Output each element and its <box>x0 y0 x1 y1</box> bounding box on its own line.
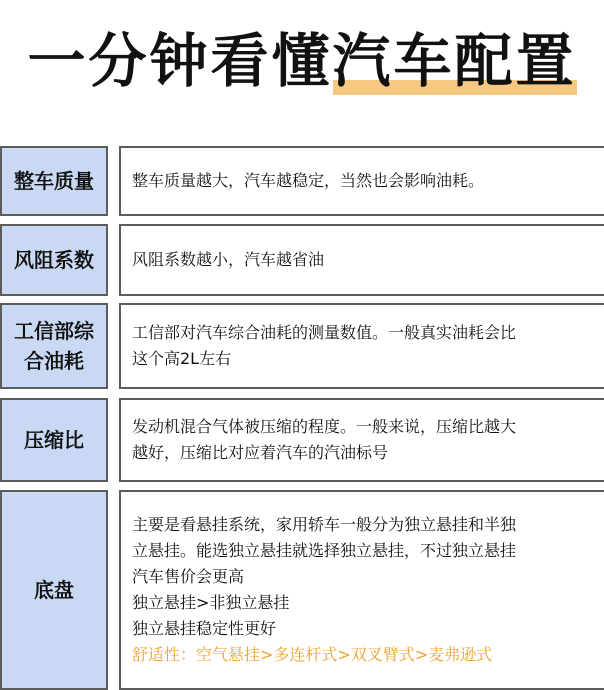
row-label: 工信部综 合油耗 <box>14 319 94 373</box>
page-title <box>27 22 576 100</box>
row-label: 风阻系数 <box>14 248 94 272</box>
table-row-drag-coefficient <box>0 224 604 296</box>
row-label: 整车质量 <box>14 169 94 193</box>
table-row-compression-ratio <box>0 398 604 482</box>
row-content-cell <box>119 490 604 690</box>
table-row-fuel-consumption <box>0 303 604 389</box>
page-title-part1: 一分钟看懂 <box>27 27 333 95</box>
row-description: 风阻系数越小，汽车越省油 <box>132 250 325 269</box>
page-title-highlighted: 汽车配置 <box>332 27 577 95</box>
row-label-cell <box>0 490 108 690</box>
row-description: 发动机混合气体被压缩的程度。一般来说，压缩比越大 越好，压缩比对应着汽车的汽油标号 <box>132 417 517 462</box>
table-row-curb-weight <box>0 146 604 216</box>
table-row-chassis <box>0 490 604 690</box>
row-label-cell <box>0 303 108 389</box>
row-label-cell <box>0 398 108 482</box>
row-label: 压缩比 <box>24 428 84 452</box>
row-label-cell <box>0 224 108 296</box>
row-label: 底盘 <box>34 578 74 602</box>
row-description: 主要是看悬挂系统，家用轿车一般分为独立悬挂和半独 立悬挂。能选独立悬挂就选择独立悬挂，不过独立悬挂 汽车售价会更高 独立悬挂>非独立悬挂 独立悬挂稳定性更好 舒适性：空气悬挂>多连杆式>双叉臂式>麦弗逊式 <box>132 512 516 668</box>
row-description: 工信部对汽车综合油耗的测量数值。一般真实油耗会比 这个高2L左右 <box>132 323 517 368</box>
row-content-cell <box>119 146 604 216</box>
title-area <box>0 22 604 100</box>
row-content-cell <box>119 224 604 296</box>
row-content-cell <box>119 303 604 389</box>
row-description: 整车质量越大，汽车越稳定，当然也会影响油耗。 <box>132 171 485 190</box>
row-content-cell <box>119 398 604 482</box>
comfort-ranking-line: 舒适性：空气悬挂>多连杆式>双叉臂式>麦弗逊式 <box>132 645 493 664</box>
row-label-cell <box>0 146 108 216</box>
